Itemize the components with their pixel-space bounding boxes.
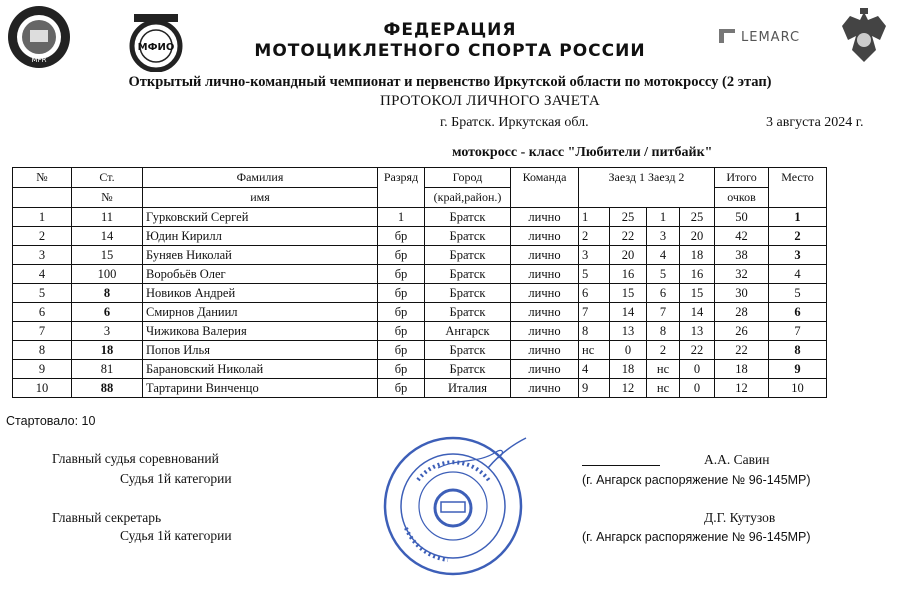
header-num: № (13, 168, 72, 188)
total-cell: 42 (715, 227, 769, 246)
rank-cell: бр (378, 284, 425, 303)
mfio-logo (126, 4, 186, 72)
header-heats: Заезд 1 Заезд 2 (579, 168, 715, 208)
total-cell: 28 (715, 303, 769, 322)
team-cell: лично (511, 341, 579, 360)
place-cell: 2 (769, 227, 827, 246)
rank-cell: бр (378, 303, 425, 322)
header-city: Город (425, 168, 511, 188)
row-num-cell: 2 (13, 227, 72, 246)
table-row (13, 246, 827, 265)
city-cell: Братск (425, 360, 511, 379)
heat1-position-cell: 6 (579, 284, 610, 303)
secretary-title: Главный секретарь (52, 510, 162, 525)
heat1-position-cell: 8 (579, 322, 610, 341)
heat2-score-cell: 20 (680, 227, 715, 246)
svg-text:MFR: MFR (31, 56, 47, 64)
start-number-cell: 6 (72, 303, 143, 322)
heat2-score-cell: 0 (680, 360, 715, 379)
heat1-position-cell: 4 (579, 360, 610, 379)
heat1-position-cell: 1 (579, 208, 610, 227)
table-row (13, 360, 827, 379)
rank-cell: 1 (378, 208, 425, 227)
heat1-position-cell: 5 (579, 265, 610, 284)
team-cell: лично (511, 246, 579, 265)
signature-line (582, 465, 660, 466)
header-name: Фамилия (143, 168, 378, 188)
table-row (13, 379, 827, 398)
place-cell: 4 (769, 265, 827, 284)
heat1-score-cell: 16 (610, 265, 647, 284)
chief-judge-name: А.А. Савин (704, 452, 770, 467)
heat2-score-cell: 25 (680, 208, 715, 227)
place-cell: 9 (769, 360, 827, 379)
heat2-score-cell: 13 (680, 322, 715, 341)
started-count: Стартовало: 10 (6, 414, 96, 428)
row-num-cell: 10 (13, 379, 72, 398)
rank-cell: бр (378, 246, 425, 265)
total-cell: 50 (715, 208, 769, 227)
rank-cell: бр (378, 341, 425, 360)
start-number-cell: 18 (72, 341, 143, 360)
heat1-score-cell: 22 (610, 227, 647, 246)
name-cell: Чижикова Валерия (143, 322, 378, 341)
city-cell: Братск (425, 208, 511, 227)
heat1-position-cell: 9 (579, 379, 610, 398)
total-cell: 32 (715, 265, 769, 284)
heat2-score-cell: 18 (680, 246, 715, 265)
rank-cell: бр (378, 265, 425, 284)
table-row (13, 284, 827, 303)
heat1-score-cell: 14 (610, 303, 647, 322)
city-cell: Братск (425, 284, 511, 303)
header-start-number: Ст. (72, 168, 143, 188)
place-cell: 8 (769, 341, 827, 360)
header-city-2: (край,район.) (425, 188, 511, 208)
row-num-cell: 9 (13, 360, 72, 379)
start-number-cell: 100 (72, 265, 143, 284)
secretary-name: Д.Г. Кутузов (704, 510, 776, 525)
heat1-score-cell: 13 (610, 322, 647, 341)
city-cell: Братск (425, 246, 511, 265)
row-num-cell: 3 (13, 246, 72, 265)
federation-title (230, 20, 670, 62)
place-cell: 6 (769, 303, 827, 322)
name-cell: Юдин Кирилл (143, 227, 378, 246)
federation-line-2: МОТОЦИКЛЕТНОГО СПОРТА РОССИИ (254, 41, 646, 61)
federation-line-1: ФЕДЕРАЦИЯ (383, 20, 517, 40)
event-date: 3 августа 2024 г. (766, 115, 864, 130)
protocol-title: ПРОТОКОЛ ЛИЧНОГО ЗАЧЕТА (379, 93, 601, 109)
heat2-position-cell: 3 (647, 227, 680, 246)
team-cell: лично (511, 360, 579, 379)
total-cell: 30 (715, 284, 769, 303)
name-cell: Барановский Николай (143, 360, 378, 379)
mfr-logo (6, 4, 72, 70)
start-number-cell: 15 (72, 246, 143, 265)
start-number-cell: 8 (72, 284, 143, 303)
header-rank: Разряд (378, 168, 425, 208)
name-cell: Воробьёв Олег (143, 265, 378, 284)
total-cell: 26 (715, 322, 769, 341)
table-header-row-1 (13, 168, 827, 188)
row-num-cell: 6 (13, 303, 72, 322)
heat2-position-cell: 8 (647, 322, 680, 341)
heat1-position-cell: 2 (579, 227, 610, 246)
heat1-score-cell: 15 (610, 284, 647, 303)
header-team: Команда (511, 168, 579, 208)
team-cell: лично (511, 208, 579, 227)
table-row (13, 208, 827, 227)
total-cell: 22 (715, 341, 769, 360)
heat2-score-cell: 16 (680, 265, 715, 284)
heat1-position-cell: 3 (579, 246, 610, 265)
class-line: мотокросс - класс "Любители / питбайк" (452, 145, 713, 160)
heat2-position-cell: 7 (647, 303, 680, 322)
heat2-position-cell: 1 (647, 208, 680, 227)
city-cell: Братск (425, 227, 511, 246)
table-row (13, 227, 827, 246)
results-table (12, 167, 827, 398)
svg-text:LEMARC: LEMARC (741, 30, 801, 45)
team-cell: лично (511, 265, 579, 284)
secretary-category: Судья 1й категории (120, 528, 232, 543)
name-cell: Буняев Николай (143, 246, 378, 265)
team-cell: лично (511, 303, 579, 322)
secretary-note: (г. Ангарск распоряжение № 96-145МР) (582, 530, 811, 544)
rank-cell: бр (378, 379, 425, 398)
place-cell: 5 (769, 284, 827, 303)
header-name-2: имя (143, 188, 378, 208)
total-cell: 18 (715, 360, 769, 379)
row-num-cell: 7 (13, 322, 72, 341)
lemarc-logo (715, 22, 825, 52)
heat1-score-cell: 0 (610, 341, 647, 360)
city-cell: Братск (425, 265, 511, 284)
place-cell: 3 (769, 246, 827, 265)
heat2-score-cell: 0 (680, 379, 715, 398)
name-cell: Тартарини Винченцо (143, 379, 378, 398)
heat2-position-cell: 4 (647, 246, 680, 265)
header-total-2: очков (715, 188, 769, 208)
chief-judge-category: Судья 1й категории (120, 471, 232, 486)
heat2-score-cell: 22 (680, 341, 715, 360)
name-cell: Новиков Андрей (143, 284, 378, 303)
chief-judge-note: (г. Ангарск распоряжение № 96-145МР) (582, 473, 811, 487)
rank-cell: бр (378, 322, 425, 341)
header-place: Место (769, 168, 827, 208)
heat1-score-cell: 18 (610, 360, 647, 379)
heat2-position-cell: нс (647, 360, 680, 379)
start-number-cell: 11 (72, 208, 143, 227)
table-row (13, 303, 827, 322)
rank-cell: бр (378, 227, 425, 246)
official-stamp (378, 428, 528, 583)
city-cell: Италия (425, 379, 511, 398)
team-cell: лично (511, 322, 579, 341)
heat2-position-cell: нс (647, 379, 680, 398)
start-number-cell: 14 (72, 227, 143, 246)
header-total: Итого (715, 168, 769, 188)
heat2-position-cell: 5 (647, 265, 680, 284)
name-cell: Попов Илья (143, 341, 378, 360)
row-num-cell: 8 (13, 341, 72, 360)
name-cell: Гурковский Сергей (143, 208, 378, 227)
heat1-position-cell: нс (579, 341, 610, 360)
heat1-score-cell: 12 (610, 379, 647, 398)
table-row (13, 265, 827, 284)
total-cell: 12 (715, 379, 769, 398)
event-place: г. Братск. Иркутская обл. (440, 115, 589, 130)
start-number-cell: 88 (72, 379, 143, 398)
start-number-cell: 3 (72, 322, 143, 341)
city-cell: Братск (425, 303, 511, 322)
city-cell: Братск (425, 341, 511, 360)
header-start-number-2: № (72, 188, 143, 208)
svg-text:МФИО: МФИО (137, 42, 175, 53)
heat1-score-cell: 25 (610, 208, 647, 227)
row-num-cell: 1 (13, 208, 72, 227)
team-cell: лично (511, 227, 579, 246)
team-cell: лично (511, 284, 579, 303)
heat1-position-cell: 7 (579, 303, 610, 322)
header-num-2 (13, 188, 72, 208)
place-cell: 10 (769, 379, 827, 398)
start-number-cell: 81 (72, 360, 143, 379)
competition-title: Открытый лично-командный чемпионат и первенство Иркутской области по мотокроссу (2 этап) (128, 74, 772, 90)
table-row (13, 341, 827, 360)
place-cell: 7 (769, 322, 827, 341)
heat2-score-cell: 14 (680, 303, 715, 322)
row-num-cell: 4 (13, 265, 72, 284)
heat2-position-cell: 6 (647, 284, 680, 303)
place-cell: 1 (769, 208, 827, 227)
total-cell: 38 (715, 246, 769, 265)
team-cell: лично (511, 379, 579, 398)
double-eagle-emblem (838, 6, 890, 68)
rank-cell: бр (378, 360, 425, 379)
heat1-score-cell: 20 (610, 246, 647, 265)
heat2-score-cell: 15 (680, 284, 715, 303)
chief-judge-title: Главный судья соревнований (52, 451, 219, 466)
name-cell: Смирнов Даниил (143, 303, 378, 322)
city-cell: Ангарск (425, 322, 511, 341)
heat2-position-cell: 2 (647, 341, 680, 360)
row-num-cell: 5 (13, 284, 72, 303)
table-row (13, 322, 827, 341)
